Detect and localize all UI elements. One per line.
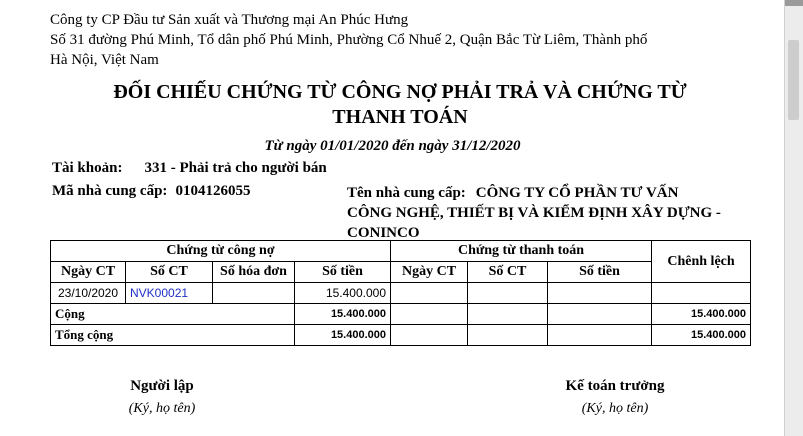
subtotal-empty xyxy=(548,304,652,325)
col-pay-amount: Số tiền xyxy=(548,262,652,283)
subtotal-amount: 15.400.000 xyxy=(295,304,391,325)
row-pay-amount xyxy=(548,283,652,304)
accountant-sub: (Ký, họ tên) xyxy=(581,401,649,416)
scrollbar-top xyxy=(785,0,803,6)
row-amount: 15.400.000 xyxy=(295,283,391,304)
total-empty xyxy=(391,325,468,346)
preparer-title: Người lập xyxy=(130,378,194,394)
difference-header: Chênh lệch xyxy=(652,241,751,283)
report-title: ĐỐI CHIẾU CHỨNG TỪ CÔNG NỢ PHẢI TRẢ VÀ CHỨNG TỪ THANH TOÁN xyxy=(113,81,687,128)
subtotal-empty xyxy=(468,304,548,325)
supplier-name-value: CÔNG TY CỔ PHẦN TƯ VẤN CÔNG NGHỆ, THIẾT BỊ VÀ KIỂM ĐỊNH XÂY DỰNG - CONINCO xyxy=(347,185,721,241)
total-row xyxy=(51,325,751,346)
col-pay-date: Ngày CT xyxy=(391,262,468,283)
row-pay-date xyxy=(391,283,468,304)
account-label: Tài khoản: xyxy=(52,160,123,176)
reconciliation-table xyxy=(50,240,751,346)
table-row xyxy=(51,283,751,304)
row-invoice xyxy=(213,283,295,304)
subtotal-diff: 15.400.000 xyxy=(652,304,751,325)
preparer-signature xyxy=(82,378,242,417)
table-group-header xyxy=(51,241,751,262)
subtotal-row xyxy=(51,304,751,325)
total-empty xyxy=(468,325,548,346)
group-debt-header: Chứng từ công nợ xyxy=(51,241,391,262)
subtotal-label: Cộng xyxy=(51,304,295,325)
account-value: 331 - Phải trả cho người bán xyxy=(144,160,327,176)
col-date: Ngày CT xyxy=(51,262,126,283)
row-pay-no xyxy=(468,283,548,304)
vertical-scrollbar[interactable] xyxy=(784,0,803,436)
subtotal-empty xyxy=(391,304,468,325)
supplier-name-line xyxy=(347,183,727,243)
account-line xyxy=(52,160,327,177)
col-no: Số CT xyxy=(126,262,213,283)
preparer-sub: (Ký, họ tên) xyxy=(128,401,196,416)
row-date: 23/10/2020 xyxy=(51,283,126,304)
row-voucher-link[interactable]: NVK00021 xyxy=(126,283,213,304)
col-pay-no: Số CT xyxy=(468,262,548,283)
company-address: Số 31 đường Phú Minh, Tổ dân phố Phú Minh, Phường Cổ Nhuế 2, Quận Bắc Từ Liêm, Thành phố Hà Nội, Việt Nam xyxy=(50,32,648,68)
scrollbar-thumb[interactable] xyxy=(788,40,799,120)
supplier-name-label: Tên nhà cung cấp: xyxy=(347,185,466,201)
table-column-header xyxy=(51,262,751,283)
col-amount: Số tiền xyxy=(295,262,391,283)
group-payment-header: Chứng từ thanh toán xyxy=(391,241,652,262)
company-name: Công ty CP Đầu tư Sản xuất và Thương mại An Phúc Hưng xyxy=(50,12,409,28)
supplier-code-label: Mã nhà cung cấp: xyxy=(52,183,168,199)
accountant-title: Kế toán trưởng xyxy=(565,378,665,394)
total-empty xyxy=(548,325,652,346)
col-invoice: Số hóa đơn xyxy=(213,262,295,283)
total-amount: 15.400.000 xyxy=(295,325,391,346)
total-diff: 15.400.000 xyxy=(652,325,751,346)
supplier-code-line xyxy=(52,183,250,200)
row-diff xyxy=(652,283,751,304)
supplier-code-value: 0104126055 xyxy=(175,183,251,199)
accountant-signature xyxy=(535,378,695,417)
date-range: Từ ngày 01/01/2020 đến ngày 31/12/2020 xyxy=(264,138,521,154)
total-label: Tổng cộng xyxy=(51,325,295,346)
